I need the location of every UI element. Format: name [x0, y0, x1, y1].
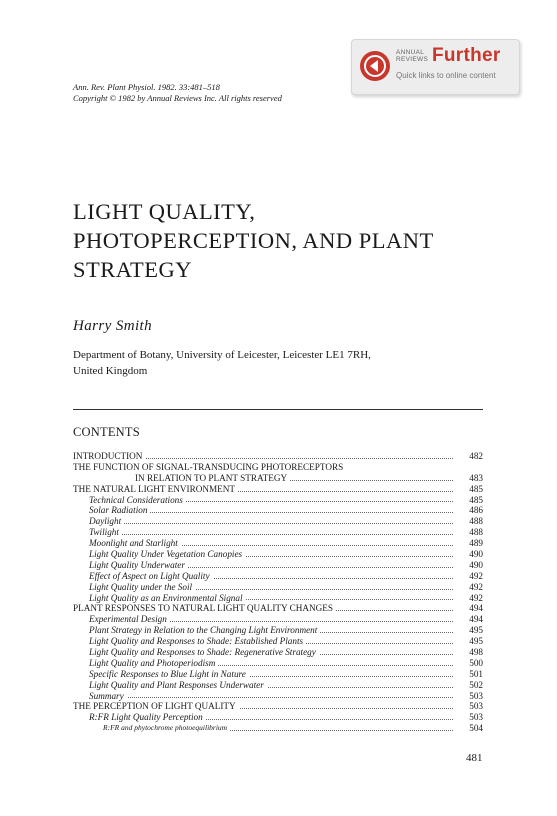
toc-entry-page: 498 — [466, 647, 483, 658]
author-affiliation — [73, 347, 371, 379]
dot-leader — [89, 523, 453, 524]
toc-entry[interactable] — [73, 484, 483, 495]
annual-label: ANNUAL — [396, 49, 425, 56]
table-of-contents — [73, 451, 483, 734]
toc-entry-page: 492 — [466, 571, 483, 582]
title-line: PHOTOPERCEPTION, AND PLANT — [73, 228, 434, 253]
toc-entry-title: IN RELATION TO PLANT STRATEGY — [135, 473, 290, 483]
divider-rule — [73, 409, 483, 410]
toc-entry-title: Technical Considerations — [89, 495, 186, 505]
toc-entry-title: Light Quality and Plant Responses Underwater — [89, 680, 267, 690]
reviews-label: REVIEWS — [396, 56, 429, 63]
toc-entry-page: 503 — [466, 691, 483, 702]
toc-entry-title: R:FR and phytochrome photoequilibrium — [103, 723, 230, 732]
author-name: Harry Smith — [73, 318, 152, 334]
toc-entry-title: Effect of Aspect on Light Quality — [89, 571, 213, 581]
banner-tagline[interactable]: Quick links to online content — [396, 71, 496, 80]
toc-entry[interactable] — [73, 593, 483, 604]
toc-entry-title: Experimental Design — [89, 614, 170, 624]
toc-entry-title: THE NATURAL LIGHT ENVIRONMENT — [73, 484, 238, 494]
further-label[interactable]: Further — [432, 45, 501, 66]
toc-entry-page: 488 — [466, 527, 483, 538]
toc-entry[interactable] — [73, 614, 483, 625]
citation-line: Ann. Rev. Plant Physiol. 1982. 33:481–518 — [73, 82, 220, 92]
toc-entry[interactable] — [73, 549, 483, 560]
toc-entry-page: 494 — [466, 603, 483, 614]
toc-entry-title: Light Quality Under Vegetation Canopies — [89, 549, 245, 559]
toc-entry-title: PLANT RESPONSES TO NATURAL LIGHT QUALITY CHANGES — [73, 603, 336, 613]
toc-entry[interactable] — [73, 625, 483, 636]
toc-entry[interactable] — [73, 582, 483, 593]
article-title — [73, 197, 434, 284]
toc-entry-page: 490 — [466, 560, 483, 571]
toc-entry-page: 489 — [466, 538, 483, 549]
affiliation-line: Department of Botany, University of Leicester, Leicester LE1 7RH, — [73, 349, 371, 361]
toc-entry-title: THE PERCEPTION OF LIGHT QUALITY — [73, 701, 239, 711]
toc-entry[interactable] — [73, 473, 483, 484]
toc-entry-title: Light Quality and Responses to Shade: Established Plants — [89, 636, 306, 646]
annual-reviews-wordmark — [396, 49, 428, 63]
toc-entry-title: Plant Strategy in Relation to the Changing Light Environment — [89, 625, 320, 635]
toc-entry-title: Solar Radiation — [89, 505, 150, 515]
toc-entry-page: 503 — [466, 701, 483, 712]
toc-entry-page: 486 — [466, 505, 483, 516]
toc-entry[interactable] — [73, 701, 483, 712]
toc-entry-page: 495 — [466, 636, 483, 647]
toc-entry[interactable] — [73, 636, 483, 647]
play-back-icon[interactable] — [360, 51, 390, 81]
toc-entry-page: 492 — [466, 582, 483, 593]
page-number: 481 — [466, 752, 483, 764]
toc-entry[interactable] — [73, 462, 483, 473]
toc-entry[interactable] — [73, 603, 483, 614]
affiliation-line: United Kingdom — [73, 365, 148, 377]
toc-entry[interactable] — [73, 647, 483, 658]
toc-entry-page: 488 — [466, 516, 483, 527]
toc-entry-title: Specific Responses to Blue Light in Nature — [89, 669, 249, 679]
toc-entry-page: 485 — [466, 495, 483, 506]
copyright-line: Copyright © 1982 by Annual Reviews Inc. All rights reserved — [73, 93, 282, 103]
toc-entry-page: 501 — [466, 669, 483, 680]
toc-entry-page: 502 — [466, 680, 483, 691]
toc-entry-page: 485 — [466, 484, 483, 495]
toc-entry[interactable] — [73, 723, 483, 734]
dot-leader — [89, 534, 453, 535]
toc-entry-title: Light Quality as an Environmental Signal — [89, 593, 246, 603]
toc-entry-title: Twilight — [89, 527, 122, 537]
toc-entry-page: 492 — [466, 593, 483, 604]
toc-entry-title: Moonlight and Starlight — [89, 538, 181, 548]
title-line: LIGHT QUALITY, — [73, 199, 256, 224]
toc-entry[interactable] — [73, 658, 483, 669]
toc-entry[interactable] — [73, 527, 483, 538]
toc-entry[interactable] — [73, 538, 483, 549]
toc-entry[interactable] — [73, 680, 483, 691]
toc-entry-page: 482 — [466, 451, 483, 462]
toc-entry-title: Light Quality and Responses to Shade: Regenerative Strategy — [89, 647, 319, 657]
toc-entry-page: 503 — [466, 712, 483, 723]
toc-entry-page: 483 — [466, 473, 483, 484]
toc-entry[interactable] — [73, 516, 483, 527]
toc-entry-title: Light Quality and Photoperiodism — [89, 658, 218, 668]
toc-entry[interactable] — [73, 571, 483, 582]
toc-entry-page: 495 — [466, 625, 483, 636]
toc-entry-title: Light Quality under the Soil — [89, 582, 195, 592]
toc-entry[interactable] — [73, 495, 483, 506]
toc-entry-page: 504 — [466, 723, 483, 734]
toc-entry[interactable] — [73, 691, 483, 702]
toc-entry-title: Summary — [89, 691, 127, 701]
further-annual-reviews-banner[interactable] — [351, 39, 520, 95]
toc-entry[interactable] — [73, 505, 483, 516]
toc-entry-page: 490 — [466, 549, 483, 560]
toc-entry-title: INTRODUCTION — [73, 451, 145, 461]
dot-leader — [89, 697, 453, 698]
toc-entry-page: 500 — [466, 658, 483, 669]
journal-citation — [73, 82, 282, 104]
toc-entry-title: R:FR Light Quality Perception — [89, 712, 206, 722]
toc-entry-title: Light Quality Underwater — [89, 560, 188, 570]
toc-entry-page: 494 — [466, 614, 483, 625]
toc-entry[interactable] — [73, 560, 483, 571]
toc-entry-title: Daylight — [89, 516, 124, 526]
toc-entry[interactable] — [73, 712, 483, 723]
title-line: STRATEGY — [73, 257, 193, 282]
toc-entry[interactable] — [73, 669, 483, 680]
toc-entry-title: THE FUNCTION OF SIGNAL-TRANSDUCING PHOTORECEPTORS — [73, 462, 346, 472]
toc-entry[interactable] — [73, 451, 483, 462]
contents-heading: CONTENTS — [73, 425, 140, 439]
